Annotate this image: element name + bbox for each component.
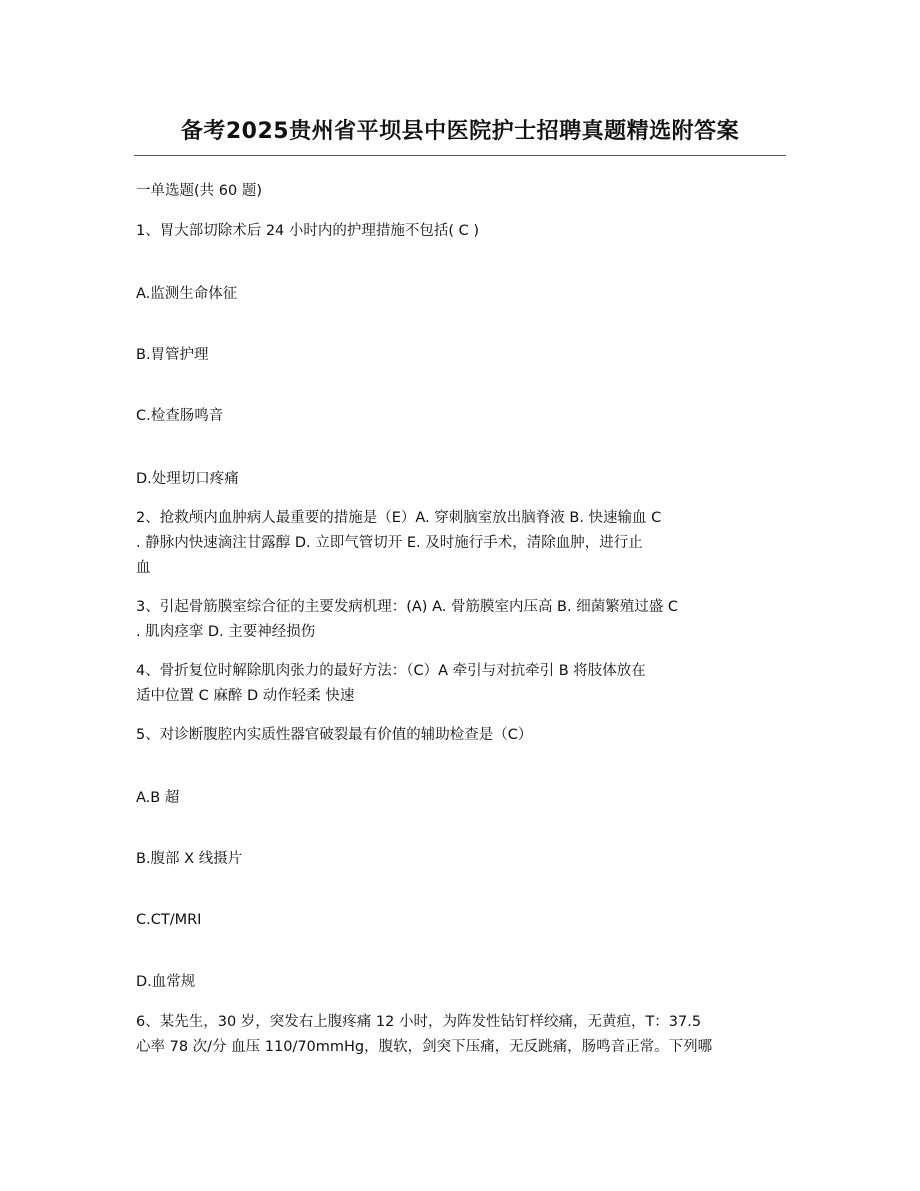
question-5-option-d: D.血常规	[136, 974, 196, 990]
question-1-stem: 1、胃大部切除术后 24 小时内的护理措施不包括( C )	[136, 223, 480, 239]
question-3-line-1: 3、引起骨筋膜室综合征的主要发病机理：(A) A. 骨筋膜室内压高 B. 细菌繁殖过盛 C	[136, 599, 678, 615]
title-divider	[134, 155, 786, 156]
question-1-option-b: B.胃管护理	[136, 347, 209, 363]
document-title: 备考2025贵州省平坝县中医院护士招聘真题精选附答案	[180, 119, 740, 144]
question-5-stem: 5、对诊断腹腔内实质性器官破裂最有价值的辅助检查是（C）	[136, 727, 533, 743]
question-5-option-a: A.B 超	[136, 790, 180, 806]
question-5-option-c: C.CT/MRI	[136, 912, 202, 928]
question-2-line-3: 血	[136, 560, 151, 576]
question-2-line-1: 2、抢救颅内血肿病人最重要的措施是（E）A. 穿刺脑室放出脑脊液 B. 快速输血 C	[136, 510, 662, 526]
question-5-option-b: B.腹部 X 线摄片	[136, 851, 243, 867]
question-1-option-d: D.处理切口疼痛	[136, 471, 239, 487]
question-6-line-2: 心率 78 次/分 血压 110/70mmHg，腹软，剑突下压痛，无反跳痛，肠鸣音正常。下列哪	[136, 1039, 713, 1055]
question-3-line-2: . 肌肉痉挛 D. 主要神经损伤	[136, 624, 316, 640]
question-6-line-1: 6、某先生，30 岁，突发右上腹疼痛 12 小时，为阵发性钻钉样绞痛，无黄疸，T：37.5	[136, 1014, 702, 1030]
section-heading: 一单选题(共 60 题)	[136, 183, 262, 199]
question-1-option-a: A.监测生命体征	[136, 286, 238, 302]
question-4-line-2: 适中位置 C 麻醉 D 动作轻柔 快速	[136, 688, 355, 704]
question-2-line-2: . 静脉内快速滴注甘露醇 D. 立即气管切开 E. 及时施行手术，清除血肿，进行止	[136, 535, 643, 551]
question-4-line-1: 4、骨折复位时解除肌肉张力的最好方法：（C）A 牵引与对抗牵引 B 将肢体放在	[136, 663, 646, 679]
question-1-option-c: C.检查肠鸣音	[136, 408, 224, 424]
